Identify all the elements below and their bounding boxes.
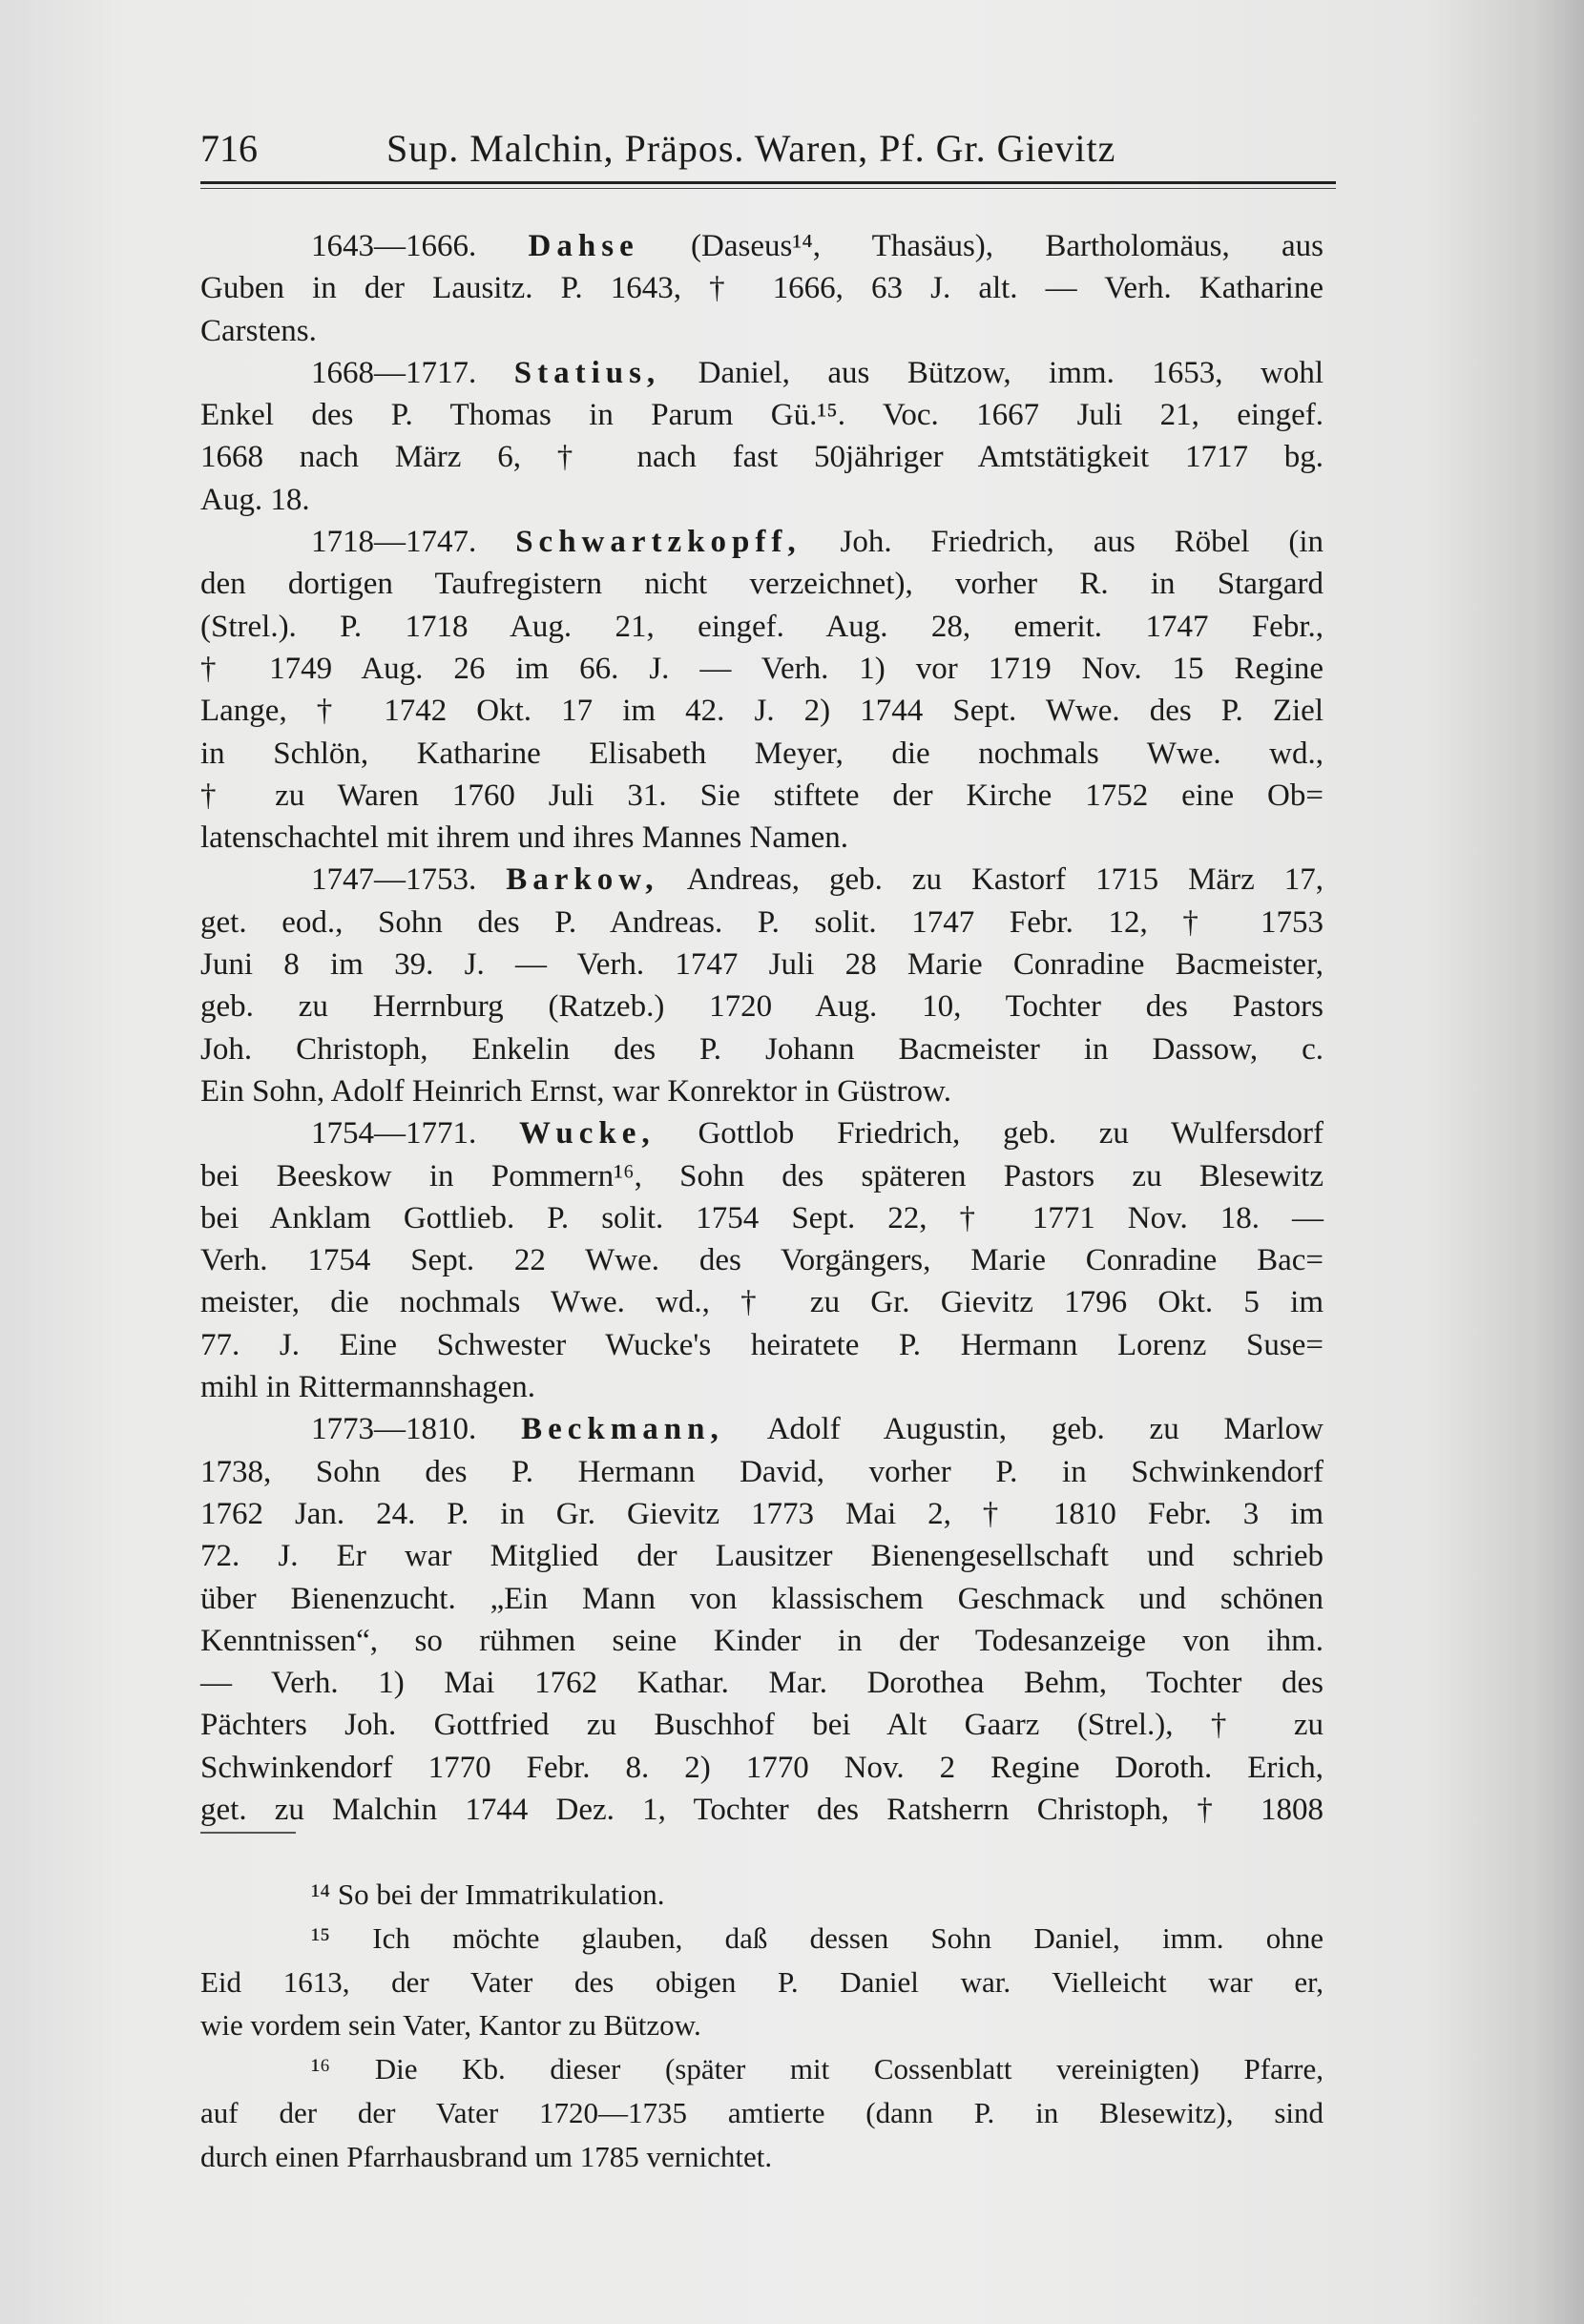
text-line	[200, 1070, 1323, 1112]
pastor-name: Schwartzkopff,	[515, 525, 802, 560]
line-text: in Schlön, Katharine Elisabeth Meyer, die nochmals Wwe. wd.,	[200, 736, 1323, 771]
line-text: 1643—1666.	[311, 229, 477, 263]
text-line	[200, 1324, 1323, 1366]
line-text: geb. zu Herrnburg (Ratzeb.) 1720 Aug. 10, Tochter des Pastors	[200, 989, 1323, 1025]
text-line	[200, 563, 1323, 605]
line-text: 1754—1771.	[311, 1116, 477, 1152]
line-text: Eid 1613, der Vater des obigen P. Daniel war. Vielleicht war er,	[200, 1964, 1323, 1999]
line-text: Adolf Augustin, geb. zu Marlow	[766, 1412, 1324, 1447]
line-text: 1668 nach März 6, † nach fast 50jähriger Amtstätigkeit 1717 bg.	[200, 440, 1323, 475]
footnote-line	[200, 2003, 1323, 2047]
text-line	[200, 859, 1323, 901]
running-title: Sup. Malchin, Präpos. Waren, Pf. Gr. Gievitz	[386, 127, 1116, 170]
line-text: durch einen Pfarrhausbrand um 1785 vernichtet.	[200, 2139, 773, 2173]
header-rule	[200, 181, 1336, 184]
line-text: Andreas, geb. zu Kastorf 1715 März 17,	[686, 862, 1323, 898]
line-text: auf der der Vater 1720—1735 amtierte (dann P. in Blesewitz), sind	[200, 2095, 1323, 2129]
line-text: über Bienenzucht. „Ein Mann von klassischem Geschmack und schönen	[200, 1581, 1323, 1616]
text-line	[200, 267, 1323, 309]
footnotes	[200, 1873, 1323, 2179]
line-text: ¹⁴ So bei der Immatrikulation.	[311, 1878, 665, 1911]
line-text: Joh. Friedrich, aus Röbel (in	[840, 525, 1324, 560]
text-line	[200, 1535, 1323, 1577]
text-line	[200, 1493, 1323, 1535]
text-line	[200, 1028, 1323, 1070]
text-line	[200, 944, 1323, 986]
text-line	[200, 1239, 1323, 1281]
line-text: † 1749 Aug. 26 im 66. J. — Verh. 1) vor 1719 Nov. 15 Regine	[200, 651, 1323, 686]
page-number: 716	[200, 127, 258, 170]
text-line	[200, 986, 1323, 1027]
line-text: (Strel.). P. 1718 Aug. 21, eingef. Aug. 28, emerit. 1747 Febr.,	[200, 609, 1323, 644]
line-text: mihl in Rittermannshagen.	[200, 1370, 536, 1405]
pastor-name: Beckmann,	[521, 1412, 724, 1447]
text-line	[200, 1366, 1323, 1408]
line-text: 1738, Sohn des P. Hermann David, vorher P. in Schwinkendorf	[200, 1454, 1323, 1489]
text-line	[200, 1281, 1323, 1323]
footnote-line	[200, 2135, 1323, 2179]
pastor-name: Barkow,	[506, 862, 659, 898]
text-line	[200, 902, 1323, 944]
text-line	[200, 1662, 1323, 1704]
text-line	[200, 1747, 1323, 1789]
text-line	[200, 479, 1323, 521]
line-text: 1773—1810.	[311, 1412, 477, 1447]
line-text: Pächters Joh. Gottfried zu Buschhof bei Alt Gaarz (Strel.), † zu	[200, 1708, 1323, 1743]
line-text: den dortigen Taufregistern nicht verzeichnet), vorher R. in Stargard	[200, 567, 1323, 602]
text-line	[200, 394, 1323, 436]
line-text: 1762 Jan. 24. P. in Gr. Gievitz 1773 Mai 2, † 1810 Febr. 3 im	[200, 1496, 1323, 1531]
text-line	[200, 775, 1323, 817]
line-text: Juni 8 im 39. J. — Verh. 1747 Juli 28 Marie Conradine Bacmeister,	[200, 947, 1323, 983]
line-text: Kenntnissen“, so rühmen seine Kinder in der Todesanzeige von ihm.	[200, 1623, 1323, 1658]
text-line	[200, 1789, 1323, 1831]
line-text: † zu Waren 1760 Juli 31. Sie stiftete der Kirche 1752 eine Ob=	[200, 778, 1323, 813]
main-text	[200, 225, 1323, 1831]
line-text: 1668—1717.	[311, 355, 477, 390]
line-text: ¹⁶ Die Kb. dieser (später mit Cossenblatt vereinigten) Pfarre,	[311, 2052, 1323, 2086]
text-line	[200, 1578, 1323, 1620]
line-text: Daniel, aus Bützow, imm. 1653, wohl	[698, 355, 1324, 390]
pastor-name: Statius,	[513, 355, 661, 390]
line-text: wie vordem sein Vater, Kantor zu Bützow.	[200, 2008, 701, 2043]
line-text: Guben in der Lausitz. P. 1643, † 1666, 63 J. alt. — Verh. Katharine	[200, 271, 1323, 306]
line-text: Schwinkendorf 1770 Febr. 8. 2) 1770 Nov. 2 Regine Doroth. Erich,	[200, 1750, 1323, 1785]
line-text: bei Anklam Gottlieb. P. solit. 1754 Sept. 22, † 1771 Nov. 18. —	[200, 1200, 1323, 1235]
text-line	[200, 352, 1323, 394]
line-text: 1718—1747.	[311, 525, 477, 560]
text-line	[200, 310, 1323, 352]
footnote-line	[200, 1917, 1323, 1961]
line-text: latenschachtel mit ihrem und ihres Mannes Namen.	[200, 820, 849, 856]
line-text: bei Beeskow in Pommern¹⁶, Sohn des späteren Pastors zu Blesewitz	[200, 1158, 1323, 1193]
line-text: Joh. Christoph, Enkelin des P. Johann Bacmeister in Dassow, c.	[200, 1031, 1323, 1067]
line-text: Verh. 1754 Sept. 22 Wwe. des Vorgängers, Marie Conradine Bac=	[200, 1243, 1323, 1278]
text-line	[200, 1704, 1323, 1746]
text-line	[200, 817, 1323, 859]
line-text: Enkel des P. Thomas in Parum Gü.¹⁵. Voc. 1667 Juli 21, eingef.	[200, 398, 1323, 433]
text-line	[200, 733, 1323, 775]
text-line	[200, 1155, 1323, 1197]
footnote-line	[200, 1873, 1323, 1917]
line-text: Ein Sohn, Adolf Heinrich Ernst, war Konrektor in Güstrow.	[200, 1073, 951, 1109]
line-text: meister, die nochmals Wwe. wd., † zu Gr. Gievitz 1796 Okt. 5 im	[200, 1285, 1323, 1320]
pastor-name: Wucke,	[519, 1116, 656, 1152]
line-text: ¹⁵ Ich möchte glauben, daß dessen Sohn Daniel, imm. ohne	[311, 1920, 1323, 1955]
page-header	[200, 126, 1323, 179]
text-line	[200, 1112, 1323, 1154]
line-text: Lange, † 1742 Okt. 17 im 42. J. 2) 1744 Sept. Wwe. des P. Ziel	[200, 694, 1323, 729]
line-text: get. zu Malchin 1744 Dez. 1, Tochter des Ratsherrn Christoph, † 1808	[200, 1792, 1323, 1827]
line-text: Carstens.	[200, 313, 317, 348]
footnote-line	[200, 2091, 1323, 2135]
footnote-line	[200, 1961, 1323, 2004]
line-text: Gottlob Friedrich, geb. zu Wulfersdorf	[698, 1116, 1324, 1152]
text-line	[200, 606, 1323, 648]
footnote-line	[200, 2047, 1323, 2091]
text-line	[200, 521, 1323, 563]
text-line	[200, 1197, 1323, 1239]
line-text: get. eod., Sohn des P. Andreas. P. solit. 1747 Febr. 12, † 1753	[200, 904, 1323, 940]
line-text: 72. J. Er war Mitglied der Lausitzer Bienengesellschaft und schrieb	[200, 1539, 1323, 1574]
header-rule-thin	[200, 188, 1336, 189]
line-text: 1747—1753.	[311, 862, 477, 898]
text-line	[200, 1408, 1323, 1450]
line-text: Aug. 18.	[200, 482, 310, 517]
text-line	[200, 690, 1323, 732]
text-line	[200, 225, 1323, 267]
pastor-name: Dahse	[528, 229, 639, 263]
footnote-rule	[200, 1832, 296, 1834]
text-line	[200, 1620, 1323, 1662]
text-line	[200, 1451, 1323, 1493]
text-line	[200, 648, 1323, 690]
line-text: 77. J. Eine Schwester Wucke's heiratete P. Hermann Lorenz Suse=	[200, 1327, 1323, 1362]
line-text: (Daseus¹⁴, Thasäus), Bartholomäus, aus	[691, 229, 1324, 263]
text-line	[200, 436, 1323, 478]
line-text: — Verh. 1) Mai 1762 Kathar. Mar. Dorothea Behm, Tochter des	[200, 1666, 1323, 1701]
